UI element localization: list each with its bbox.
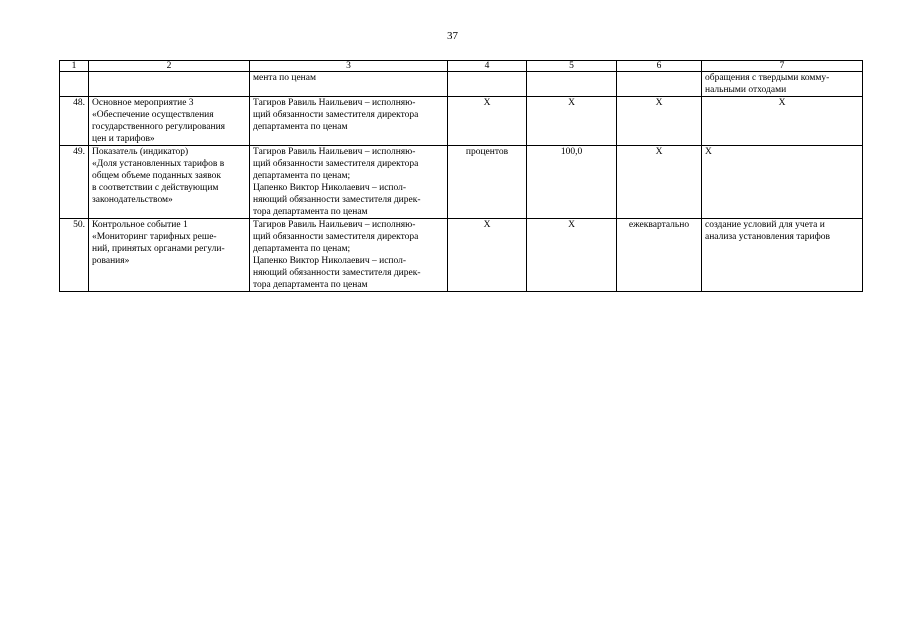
column-header: 4 — [448, 61, 527, 72]
cell-text-line: няющий обязанности заместителя дирек- — [253, 268, 421, 278]
cell-text-line: обращения с твердыми комму- — [705, 73, 830, 83]
column-header: 7 — [702, 61, 863, 72]
column-header: 2 — [89, 61, 250, 72]
table-row — [60, 146, 863, 219]
header-row — [60, 61, 863, 72]
value-cell: 100,0 — [527, 146, 617, 219]
cell-text-line: Цапенко Виктор Николаевич – испол- — [253, 256, 407, 266]
period-cell — [617, 72, 702, 97]
unit-cell: Х — [448, 97, 527, 146]
cell-text-line: Х — [778, 98, 786, 108]
cell-text-line: «Обеспечение осуществления — [92, 110, 214, 120]
measure-name-cell — [89, 219, 250, 292]
cell-text-line: Основное мероприятие 3 — [92, 98, 194, 108]
cell-text-line: Цапенко Виктор Николаевич – испол- — [253, 183, 407, 193]
column-header: 1 — [60, 61, 89, 72]
cell-text-line: цен и тарифов» — [92, 134, 155, 144]
result-cell — [702, 97, 863, 146]
column-header: 6 — [617, 61, 702, 72]
row-number-cell — [60, 72, 89, 97]
cell-text-line: департамента по ценам; — [253, 244, 351, 254]
program-table — [59, 60, 863, 292]
column-header: 3 — [250, 61, 448, 72]
result-cell — [702, 146, 863, 219]
period-cell: Х — [617, 146, 702, 219]
measure-name-cell — [89, 72, 250, 97]
cell-text-line: Х — [705, 147, 712, 157]
cell-text-line: щий обязанности заместителя директора — [253, 232, 419, 242]
period-cell: ежеквартально — [617, 219, 702, 292]
cell-text-line: анализа установления тарифов — [705, 232, 830, 242]
table-row — [60, 72, 863, 97]
cell-text-line: тора департамента по ценам — [253, 207, 368, 217]
responsible-person-cell — [250, 72, 448, 97]
value-cell: Х — [527, 97, 617, 146]
cell-text-line: ний, принятых органами регули- — [92, 244, 225, 254]
table-row — [60, 97, 863, 146]
cell-text-line: Тагиров Равиль Наильевич – исполняю- — [253, 98, 416, 108]
cell-text-line: Тагиров Равиль Наильевич – исполняю- — [253, 220, 416, 230]
cell-text-line: рования» — [92, 256, 130, 266]
unit-cell: процентов — [448, 146, 527, 219]
cell-text-line: Показатель (индикатор) — [92, 147, 189, 157]
responsible-person-cell — [250, 219, 448, 292]
measure-name-cell — [89, 146, 250, 219]
responsible-person-cell — [250, 97, 448, 146]
cell-text-line: щий обязанности заместителя директора — [253, 110, 419, 120]
cell-text-line: Контрольное событие 1 — [92, 220, 188, 230]
cell-text-line: тора департамента по ценам — [253, 280, 368, 290]
value-cell: Х — [527, 219, 617, 292]
cell-text-line: мента по ценам — [253, 73, 316, 83]
cell-text-line: государственного регулирования — [92, 122, 226, 132]
page-number: 37 — [447, 30, 458, 42]
cell-text-line: «Доля установленных тарифов в — [92, 159, 225, 169]
cell-text-line: няющий обязанности заместителя дирек- — [253, 195, 421, 205]
cell-text-line: в соответствии с действующим — [92, 183, 219, 193]
cell-text-line: создание условий для учета и — [705, 220, 825, 230]
cell-text-line: Тагиров Равиль Наильевич – исполняю- — [253, 147, 416, 157]
period-cell: Х — [617, 97, 702, 146]
cell-text-line: «Мониторинг тарифных реше- — [92, 232, 217, 242]
row-number-cell: 48. — [60, 97, 89, 146]
cell-text-line: нальными отходами — [705, 85, 787, 95]
cell-text-line: департамента по ценам; — [253, 171, 351, 181]
cell-text-line: департамента по ценам — [253, 122, 348, 132]
cell-text-line: щий обязанности заместителя директора — [253, 159, 419, 169]
row-number-cell: 50. — [60, 219, 89, 292]
table-row — [60, 219, 863, 292]
result-cell — [702, 219, 863, 292]
result-cell — [702, 72, 863, 97]
value-cell — [527, 72, 617, 97]
row-number-cell: 49. — [60, 146, 89, 219]
cell-text-line: законодательством» — [92, 195, 173, 205]
measure-name-cell — [89, 97, 250, 146]
unit-cell — [448, 72, 527, 97]
cell-text-line: общем объеме поданных заявок — [92, 171, 221, 181]
unit-cell: Х — [448, 219, 527, 292]
responsible-person-cell — [250, 146, 448, 219]
column-header: 5 — [527, 61, 617, 72]
